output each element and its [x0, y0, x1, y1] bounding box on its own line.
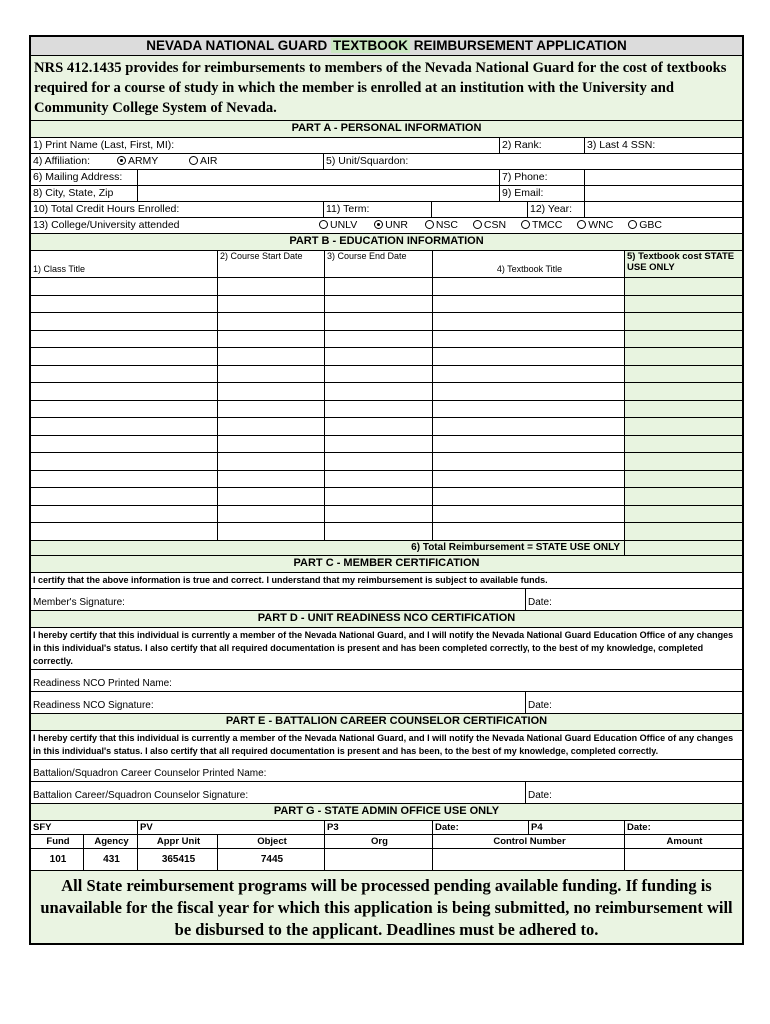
textbook-cost-input[interactable]: [625, 366, 742, 383]
org-label: Org: [325, 835, 433, 848]
textbook-title-input[interactable]: [433, 523, 625, 540]
end-date-input[interactable]: [325, 366, 433, 383]
mailing-label: 6) Mailing Address:: [31, 170, 138, 185]
year-input[interactable]: [585, 202, 742, 217]
unlv-label: UNLV: [330, 219, 358, 231]
email-input[interactable]: [585, 186, 742, 201]
table-row: [31, 383, 742, 401]
class-title-input[interactable]: [31, 331, 218, 348]
year-label: 12) Year:: [528, 202, 585, 217]
army-radio[interactable]: [117, 156, 126, 165]
object-label: Object: [218, 835, 325, 848]
term-field[interactable]: 11) Term:: [324, 202, 432, 217]
textbook-cost-input[interactable]: [625, 313, 742, 330]
funding-notice: All State reimbursement programs will be processed pending available funding. If funding is unavailable for the fiscal year for which this application is being submitted, no reimbursement will be disbursed to the applicant. Deadlines must be adhered to.: [31, 871, 742, 943]
textbook-cost-input[interactable]: [625, 436, 742, 453]
textbook-cost-input[interactable]: [625, 523, 742, 540]
textbook-title-input[interactable]: [433, 278, 625, 295]
textbook-title-input[interactable]: [433, 296, 625, 313]
col-textbook-title: 4) Textbook Title: [433, 251, 625, 277]
reimbursement-form: [29, 35, 744, 945]
row-credit: [31, 202, 742, 218]
form-title: [31, 37, 742, 56]
agency-value: 431: [84, 849, 138, 870]
admin-row-1: [31, 821, 742, 835]
start-date-input[interactable]: [218, 296, 325, 313]
title-text-end: REIMBURSEMENT APPLICATION: [410, 38, 627, 53]
textbook-cost-input[interactable]: [625, 296, 742, 313]
end-date-input[interactable]: [325, 383, 433, 400]
start-date-input[interactable]: [218, 313, 325, 330]
tmcc-label: TMCC: [532, 219, 563, 231]
start-date-input[interactable]: [218, 366, 325, 383]
rank-field[interactable]: 2) Rank:: [500, 138, 585, 153]
fund-value: 101: [31, 849, 84, 870]
end-date-input[interactable]: [325, 523, 433, 540]
class-title-input[interactable]: [31, 313, 218, 330]
table-row: [31, 488, 742, 506]
total-input[interactable]: [625, 541, 742, 555]
city-input[interactable]: [138, 186, 500, 201]
part-d-header: PART D - UNIT READINESS NCO CERTIFICATION: [31, 611, 742, 628]
end-date-input[interactable]: [325, 471, 433, 488]
end-date-input[interactable]: [325, 401, 433, 418]
pv-label: PV: [138, 821, 325, 834]
college-label: 13) College/University attended: [33, 219, 180, 231]
textbook-cost-input[interactable]: [625, 418, 742, 435]
end-date-input[interactable]: [325, 313, 433, 330]
start-date-input[interactable]: [218, 523, 325, 540]
start-date-input[interactable]: [218, 348, 325, 365]
affiliation-label: 4) Affiliation:: [33, 155, 91, 167]
class-title-input[interactable]: [31, 278, 218, 295]
textbook-cost-input[interactable]: [625, 471, 742, 488]
member-signature-row: [31, 589, 742, 611]
term-input[interactable]: [432, 202, 528, 217]
wnc-label: WNC: [588, 219, 614, 231]
nco-name-field[interactable]: Readiness NCO Printed Name:: [33, 677, 172, 689]
textbook-cost-input[interactable]: [625, 488, 742, 505]
end-date-input[interactable]: [325, 331, 433, 348]
textbook-cost-input[interactable]: [625, 383, 742, 400]
counselor-signature-row: [31, 782, 742, 804]
textbook-cost-input[interactable]: [625, 348, 742, 365]
row-college: [31, 218, 742, 234]
class-title-input[interactable]: [31, 366, 218, 383]
nsc-radio[interactable]: [425, 220, 434, 229]
end-date-input[interactable]: [325, 348, 433, 365]
part-d-text: I hereby certify that this individual is currently a member of the Nevada National Guard, and I will notify the Nevada National Guard Education Office of any changes in this individual's status. I also certify that all required documentation is present and has been completed correctly, to the best of my knowledge, completed correctly.: [31, 628, 742, 670]
textbook-cost-input[interactable]: [625, 331, 742, 348]
admin-row-3: [31, 849, 742, 871]
table-row: [31, 278, 742, 296]
textbook-cost-input[interactable]: [625, 401, 742, 418]
college-options: [311, 218, 742, 233]
start-date-input[interactable]: [218, 488, 325, 505]
row-name: [31, 138, 742, 154]
part-c-header: PART C - MEMBER CERTIFICATION: [31, 556, 742, 573]
part-c-text: I certify that the above information is true and correct. I understand that my reimbursement is subject to available funds.: [31, 573, 742, 589]
sfy-label: SFY: [31, 821, 138, 834]
start-date-input[interactable]: [218, 383, 325, 400]
start-date-input[interactable]: [218, 418, 325, 435]
table-row: [31, 401, 742, 419]
textbook-title-input[interactable]: [433, 348, 625, 365]
gbc-radio[interactable]: [628, 220, 637, 229]
end-date-input[interactable]: [325, 506, 433, 523]
title-highlight: TEXTBOOK: [332, 38, 408, 53]
total-label: 6) Total Reimbursement = STATE USE ONLY: [31, 541, 625, 555]
textbook-title-input[interactable]: [433, 401, 625, 418]
textbook-cost-input[interactable]: [625, 278, 742, 295]
amount-label: Amount: [666, 835, 703, 847]
agency-label: Agency: [84, 835, 138, 848]
col-start-date: 2) Course Start Date: [218, 251, 325, 277]
member-date-field[interactable]: Date:: [528, 596, 552, 608]
title-text: NEVADA NATIONAL GUARD: [146, 38, 331, 53]
start-date-input[interactable]: [218, 506, 325, 523]
fund-label: Fund: [31, 835, 84, 848]
table-row: [31, 296, 742, 314]
phone-input[interactable]: [585, 170, 742, 185]
class-title-input[interactable]: [31, 488, 218, 505]
part-g-header: PART G - STATE ADMIN OFFICE USE ONLY: [31, 804, 742, 821]
email-label: 9) Email:: [500, 186, 585, 201]
class-title-input[interactable]: [31, 436, 218, 453]
textbook-cost-input[interactable]: [625, 453, 742, 470]
table-row: [31, 506, 742, 524]
counselor-name-field[interactable]: Battalion/Squadron Career Counselor Printed Name:: [33, 767, 267, 779]
unr-label: UNR: [385, 219, 408, 231]
unlv-radio[interactable]: [319, 220, 328, 229]
row-city: [31, 186, 742, 202]
textbook-title-input[interactable]: [433, 471, 625, 488]
textbook-title-input[interactable]: [433, 506, 625, 523]
end-date-input[interactable]: [325, 453, 433, 470]
class-title-input[interactable]: [31, 523, 218, 540]
end-date-input[interactable]: [325, 296, 433, 313]
row-total: [31, 541, 742, 556]
class-title-input[interactable]: [31, 401, 218, 418]
counselor-signature-field[interactable]: Battalion Career/Squadron Counselor Signature:: [31, 782, 526, 803]
part-a-header: PART A - PERSONAL INFORMATION: [31, 121, 742, 138]
gbc-label: GBC: [639, 219, 663, 231]
part-e-header: PART E - BATTALION CAREER COUNSELOR CERTIFICATION: [31, 714, 742, 731]
city-label: 8) City, State, Zip: [31, 186, 138, 201]
class-title-input[interactable]: [31, 348, 218, 365]
air-label: AIR: [200, 155, 218, 167]
unr-radio[interactable]: [374, 220, 383, 229]
appr-unit-value: 365415: [138, 849, 218, 870]
table-row: [31, 436, 742, 454]
row-mailing: [31, 170, 742, 186]
start-date-input[interactable]: [218, 401, 325, 418]
table-row: [31, 331, 742, 349]
part-e-text: I hereby certify that this individual is currently a member of the Nevada National Guard, and I will notify the Nevada National Guard Education Office of any changes in this individual's status. I also certify that all required documentation is present and has been, to the best of my knowledge, completed correctly.: [31, 731, 742, 760]
nco-signature-field[interactable]: Readiness NCO Signature:: [31, 692, 526, 713]
intro-text: NRS 412.1435 provides for reimbursements to members of the Nevada National Guard for the cost of textbooks required for a course of study in which the member is enrolled at an institution with the University and Community College System of Nevada.: [31, 56, 742, 121]
counselor-name-row: [31, 760, 742, 782]
class-title-input[interactable]: [31, 296, 218, 313]
nco-signature-row: [31, 692, 742, 714]
textbook-title-input[interactable]: [433, 418, 625, 435]
p4-label: P4: [529, 821, 625, 834]
part-b-header: PART B - EDUCATION INFORMATION: [31, 234, 742, 251]
nco-name-row: [31, 670, 742, 692]
end-date-input[interactable]: [325, 418, 433, 435]
object-value: 7445: [218, 849, 325, 870]
wnc-radio[interactable]: [577, 220, 586, 229]
textbook-cost-input[interactable]: [625, 506, 742, 523]
date2-label: Date:: [627, 821, 651, 833]
table-row: [31, 366, 742, 384]
col-textbook-cost: 5) Textbook cost STATE USE ONLY: [625, 251, 742, 277]
start-date-input[interactable]: [218, 453, 325, 470]
unit-field[interactable]: 5) Unit/Squardon:: [326, 155, 409, 167]
member-signature-field[interactable]: Member's Signature:: [31, 589, 526, 610]
table-row: [31, 348, 742, 366]
col-end-date: 3) Course End Date: [325, 251, 433, 277]
army-label: ARMY: [127, 155, 159, 167]
textbook-title-input[interactable]: [433, 488, 625, 505]
control-number-input[interactable]: [433, 849, 625, 870]
mailing-input[interactable]: [138, 170, 500, 185]
end-date-input[interactable]: [325, 436, 433, 453]
class-title-input[interactable]: [31, 471, 218, 488]
textbook-title-input[interactable]: [433, 453, 625, 470]
start-date-input[interactable]: [218, 278, 325, 295]
p3-label: P3: [325, 821, 433, 834]
end-date-input[interactable]: [325, 278, 433, 295]
end-date-input[interactable]: [325, 488, 433, 505]
org-input[interactable]: [325, 849, 433, 870]
textbook-title-input[interactable]: [433, 366, 625, 383]
ssn-field[interactable]: 3) Last 4 SSN:: [587, 139, 656, 151]
table-row: [31, 471, 742, 489]
amount-input[interactable]: [625, 849, 742, 870]
class-title-input[interactable]: [31, 383, 218, 400]
phone-label: 7) Phone:: [500, 170, 585, 185]
counselor-date-field[interactable]: Date:: [528, 789, 552, 801]
class-title-input[interactable]: [31, 506, 218, 523]
education-rows: [31, 278, 742, 541]
nco-date-field[interactable]: Date:: [528, 699, 552, 711]
tmcc-radio[interactable]: [521, 220, 530, 229]
date1-label: Date:: [433, 821, 529, 834]
table-row: [31, 313, 742, 331]
credit-field[interactable]: 10) Total Credit Hours Enrolled:: [31, 202, 324, 217]
class-title-input[interactable]: [31, 453, 218, 470]
affiliation-field: [31, 154, 324, 169]
control-number-label: Control Number: [433, 835, 625, 848]
textbook-title-input[interactable]: [433, 383, 625, 400]
textbook-title-input[interactable]: [433, 436, 625, 453]
col-class-title: 1) Class Title: [31, 251, 218, 277]
start-date-input[interactable]: [218, 471, 325, 488]
class-title-input[interactable]: [31, 418, 218, 435]
name-field[interactable]: 1) Print Name (Last, First, MI):: [31, 138, 500, 153]
appr-unit-label: Appr Unit: [138, 835, 218, 848]
row-affiliation: [31, 154, 742, 170]
table-row: [31, 453, 742, 471]
textbook-title-input[interactable]: [433, 331, 625, 348]
admin-row-2: [31, 835, 742, 849]
table-row: [31, 523, 742, 541]
education-table-header: [31, 251, 742, 278]
textbook-title-input[interactable]: [433, 313, 625, 330]
start-date-input[interactable]: [218, 331, 325, 348]
table-row: [31, 418, 742, 436]
csn-label: CSN: [483, 219, 507, 231]
csn-radio[interactable]: [473, 220, 482, 229]
start-date-input[interactable]: [218, 436, 325, 453]
nsc-label: NSC: [435, 219, 458, 231]
air-radio[interactable]: [189, 156, 198, 165]
